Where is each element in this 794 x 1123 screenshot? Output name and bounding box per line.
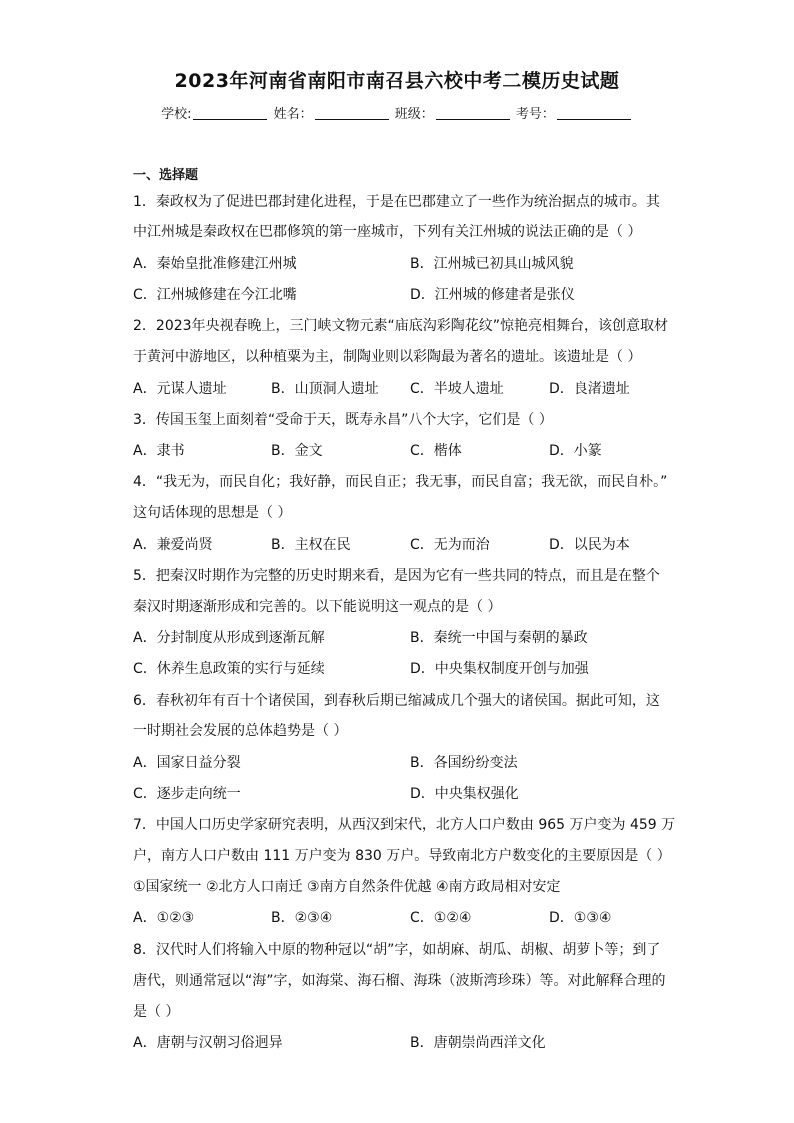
question-2-option-d[interactable]: D．良渚遗址 — [549, 381, 630, 397]
question-6-stem-line: 6．春秋初年有百十个诸侯国，到春秋后期已缩减成几个强大的诸侯国。据此可知，这 — [133, 693, 660, 709]
question-3-option-b[interactable]: B．金文 — [271, 443, 323, 459]
question-7-stem-line: 户，南方人口户数由 111 万户变为 830 万户。导致南北方户数变化的主要原因是（ ） — [133, 848, 671, 864]
question-4-stem-line: 4．“我无为，而民自化；我好静，而民自正；我无事，而民自富；我无欲，而民自朴。” — [133, 474, 668, 490]
question-2-option-c[interactable]: C．半坡人遗址 — [410, 381, 504, 397]
question-5-option-a[interactable]: A．分封制度从形成到逐渐瓦解 — [133, 630, 325, 646]
question-2-stem-line: 2．2023年央视春晚上，三门峡文物元素“庙底沟彩陶花纹”惊艳亮相舞台，该创意取材 — [133, 318, 669, 334]
class-label: 班级： — [394, 107, 434, 122]
question-1-stem-line: 中江州城是秦政权在巴郡修筑的第一座城市，下列有关江州城的说法正确的是（ ） — [133, 224, 642, 240]
question-4-option-b[interactable]: B．主权在民 — [271, 537, 351, 553]
name-blank[interactable] — [315, 119, 389, 120]
question-2-option-b[interactable]: B．山顶洞人遗址 — [271, 381, 379, 397]
question-1-option-d[interactable]: D．江州城的修建者是张仪 — [410, 287, 575, 303]
question-7-statements: ①国家统一 ②北方人口南迁 ③南方自然条件优越 ④南方政局相对安定 — [133, 879, 561, 895]
question-7-option-d[interactable]: D．①③④ — [549, 910, 612, 926]
question-2-stem-line: 于黄河中游地区，以种植粟为主，制陶业则以彩陶最为著名的遗址。该遗址是（ ） — [133, 349, 642, 365]
question-1-option-c[interactable]: C．江州城修建在今江北嘴 — [133, 287, 297, 303]
question-7-option-b[interactable]: B．②③④ — [271, 910, 333, 926]
question-3-option-c[interactable]: C．楷体 — [410, 443, 462, 459]
question-8-stem-line: 是（ ） — [133, 1004, 180, 1020]
question-6-stem-line: 一时期社会发展的总体趋势是（ ） — [133, 723, 348, 739]
exam-no-label: 考号： — [515, 107, 555, 122]
question-8-option-b[interactable]: B．唐朝崇尚西洋文化 — [410, 1035, 546, 1051]
question-5-option-c[interactable]: C．休养生息政策的实行与延续 — [133, 661, 325, 677]
question-4-stem-line: 这句话体现的思想是（ ） — [133, 505, 292, 521]
question-3-option-a[interactable]: A．隶书 — [133, 443, 185, 459]
question-5-option-b[interactable]: B．秦统一中国与秦朝的暴政 — [410, 630, 588, 646]
question-3-option-d[interactable]: D．小篆 — [549, 443, 602, 459]
student-info-line — [0, 103, 794, 122]
question-1-option-b[interactable]: B．江州城已初具山城风貌 — [410, 256, 574, 272]
question-6-option-a[interactable]: A．国家日益分裂 — [133, 755, 241, 771]
question-7-option-a[interactable]: A．①②③ — [133, 910, 195, 926]
question-6-option-b[interactable]: B．各国纷纷变法 — [410, 755, 518, 771]
question-8-stem-line: 8．汉代时人们将输入中原的物种冠以“胡”字，如胡麻、胡瓜、胡椒、胡萝卜等；到了 — [133, 942, 661, 958]
question-5-stem-line: 秦汉时期逐渐形成和完善的。以下能说明这一观点的是（ ） — [133, 599, 502, 615]
question-5-stem-line: 5．把秦汉时期作为完整的历史时期来看，是因为它有一些共同的特点，而且是在整个 — [133, 568, 660, 584]
school-blank[interactable] — [193, 119, 267, 120]
question-6-option-c[interactable]: C．逐步走向统一 — [133, 786, 241, 802]
question-4-option-d[interactable]: D．以民为本 — [549, 537, 630, 553]
question-1-stem-line: 1．秦政权为了促进巴郡封建化进程，于是在巴郡建立了一些作为统治据点的城市。其 — [133, 194, 660, 210]
question-4-option-a[interactable]: A．兼爱尚贤 — [133, 537, 213, 553]
question-6-option-d[interactable]: D．中央集权强化 — [410, 786, 519, 802]
section-heading: 一、选择题 — [133, 168, 199, 183]
question-7-option-c[interactable]: C．①②④ — [410, 910, 472, 926]
question-4-option-c[interactable]: C．无为而治 — [410, 537, 490, 553]
question-7-stem-line: 7．中国人口历史学家研究表明，从西汉到宋代，北方人口户数由 965 万户变为 459 万 — [133, 817, 676, 833]
question-8-stem-line: 唐代，则通常冠以“海”字，如海棠、海石榴、海珠（波斯湾珍珠）等。对此解释合理的 — [133, 973, 666, 989]
question-3-stem-line: 3．传国玉玺上面刻着“受命于天，既寿永昌”八个大字，它们是（ ） — [133, 412, 553, 428]
exam-title: 2023年河南省南阳市南召县六校中考二模历史试题 — [174, 70, 620, 92]
question-5-option-d[interactable]: D．中央集权制度开创与加强 — [410, 661, 589, 677]
question-8-option-a[interactable]: A．唐朝与汉朝习俗迥异 — [133, 1035, 283, 1051]
name-label: 姓名： — [273, 107, 313, 122]
question-2-option-a[interactable]: A．元谋人遗址 — [133, 381, 227, 397]
class-blank[interactable] — [436, 119, 510, 120]
exam-no-blank[interactable] — [557, 119, 631, 120]
school-label: 学校: — [161, 107, 192, 122]
question-1-option-a[interactable]: A．秦始皇批准修建江州城 — [133, 256, 297, 272]
